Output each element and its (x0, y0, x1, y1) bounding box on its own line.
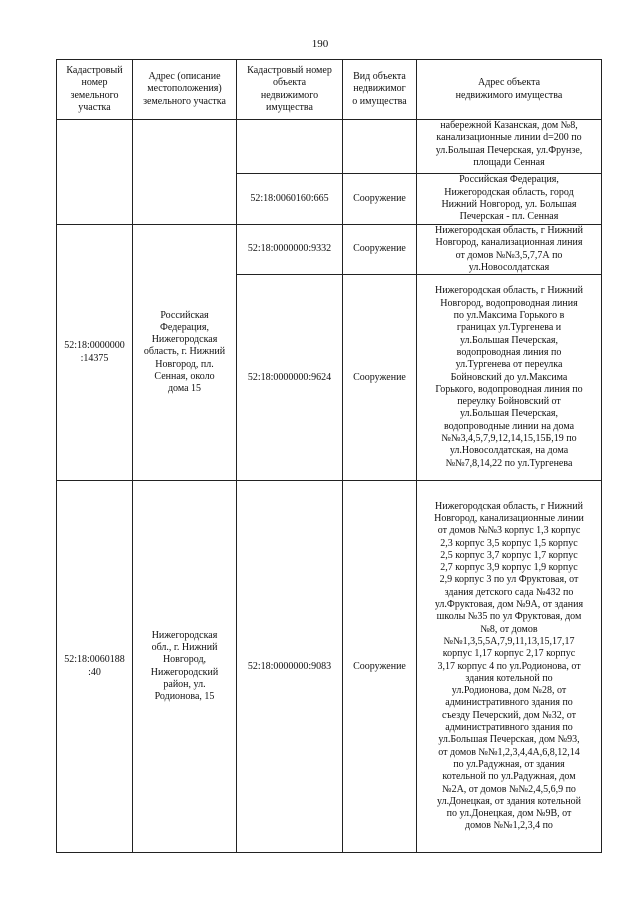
table-header-row (57, 60, 602, 120)
text-line: №8, от домов (480, 623, 538, 635)
text-line: набережной Казанская, дом №8, (440, 120, 578, 131)
text-line: административного здания по (445, 722, 573, 734)
object-type-cell: Сооружение (343, 174, 417, 225)
text-line: ул.Новосолдатская, на дома (449, 445, 569, 457)
object-type-cell (343, 120, 417, 174)
text-line: переулку Бойновский от (457, 396, 561, 408)
text-line: Вид объекта (353, 71, 406, 83)
text-line: по ул.Радужная, от здания (453, 758, 565, 770)
text-line: канализационные линии d=200 по (436, 132, 582, 144)
text-line: корпус 1,17 корпус 2,17 корпус (442, 648, 576, 660)
text-line: границах ул.Тургенева и (456, 322, 562, 334)
text-line: ул.Донецкая, от здания котельной (437, 795, 581, 807)
text-line: недвижимого имущества (455, 89, 563, 101)
text-line: ул.Тургенева от переулка (455, 359, 563, 371)
text-line: Сенная, около (154, 371, 215, 383)
text-line: 2,7 корпус 3,9 корпус 1,9 корпус (440, 562, 578, 574)
text-line: 2,5 корпус 3,7 корпус 1,7 корпус (440, 549, 578, 561)
text-line: ул.Большая Печерская, (459, 408, 558, 420)
text-line: Кадастровый (66, 64, 123, 76)
text-line: район, ул. (163, 678, 206, 690)
text-line: Бойновский до ул.Максима (450, 371, 568, 383)
text-line: область, г. Нижний (143, 346, 226, 358)
text-line: объекта (272, 77, 307, 89)
text-line: Нижний Новгород, ул. Большая (441, 199, 577, 210)
text-line: дома 15 (167, 383, 202, 395)
text-line: недвижимого (260, 89, 319, 101)
text-line: 3,17 корпус 4 по ул.Родионова, от (437, 660, 581, 672)
object-type-cell: Сооружение (343, 225, 417, 275)
text-line: номер (81, 77, 108, 89)
text-line: обл., г. Нижний (151, 642, 218, 654)
table-row (57, 481, 602, 853)
text-line: Кадастровый номер (247, 64, 332, 76)
header-land-number (57, 60, 133, 120)
text-line: от домов №№3,5,7,7А по (455, 249, 563, 261)
text-line: площади Сенная (473, 156, 545, 168)
text-line: :14375 (80, 352, 109, 364)
text-line: Нижегородская (151, 629, 218, 641)
text-line: земельного (70, 89, 119, 101)
text-line: недвижимог (353, 83, 406, 95)
text-line: ул.Новосолдатская (468, 261, 550, 273)
header-land-address (133, 60, 237, 120)
text-line: ул.Родионова, дом №28, от (451, 685, 567, 697)
text-line: Нижегородская (151, 334, 218, 346)
text-line: водопроводная линия по (456, 346, 562, 358)
header-object-address (417, 60, 602, 120)
text-line: 52:18:0000000 (64, 340, 125, 352)
text-line: №№3,4,5,7,9,12,14,15,15Б,19 по (441, 433, 577, 445)
text-line: 52:18:0060188 (64, 654, 125, 666)
text-line: №№1,3,5,5А,7,9,11,13,15,17,17 (443, 635, 575, 647)
text-line: ул.Фруктовая, дом №9А, от здания (434, 599, 584, 611)
land-number-cell (57, 481, 133, 853)
text-line: 2,3 корпус 3,5 корпус 1,5 корпус (440, 537, 578, 549)
text-line: Нижегородский (150, 666, 219, 678)
text-line: участка (78, 101, 111, 113)
cadastral-table (56, 59, 602, 853)
land-number-cell (57, 225, 133, 481)
object-type-cell: Сооружение (343, 275, 417, 481)
text-line: Новгород, канализационная линия (435, 237, 583, 249)
object-address-cell (417, 120, 602, 174)
object-address-cell (417, 481, 602, 853)
text-line: административного здания по (445, 697, 573, 709)
text-line: Адрес (описание (148, 71, 221, 83)
text-line: Нижегородская область, г Нижний (435, 285, 583, 297)
text-line: школы №35 по ул Фруктовая, дом (436, 611, 582, 623)
text-line: имущества (266, 101, 313, 113)
text-line: здания детского сада №432 по (444, 586, 574, 598)
text-line: Нижегородская область, город (444, 186, 574, 198)
text-line: Российская (160, 309, 209, 321)
table-row (57, 225, 602, 275)
text-line: ул.Большая Печерская, (459, 334, 558, 346)
text-line: Новгород, пл. (155, 358, 214, 370)
text-line: Нижегородская область, г Нижний (435, 500, 583, 512)
text-line: Федерация, (160, 321, 209, 333)
object-number-cell: 52:18:0000000:9332 (237, 225, 343, 275)
object-number-cell: 52:18:0000000:9083 (237, 481, 343, 853)
object-number-cell (237, 120, 343, 174)
text-line: Новгород, (162, 654, 207, 666)
land-number-cell (57, 120, 133, 225)
object-number-cell: 52:18:0060160:665 (237, 174, 343, 225)
text-line: Родионова, 15 (154, 691, 215, 703)
header-object-type (343, 60, 417, 120)
text-line: домов №№1,2,3,4 по (465, 820, 553, 832)
text-line: от домов №№3 корпус 1,3 корпус (437, 525, 581, 537)
text-line: от домов №№1,2,3,4,4А,6,8,12,14 (438, 746, 580, 758)
text-line: ул.Большая Печерская, дом №93, (438, 734, 580, 746)
land-address-cell (133, 225, 237, 481)
text-line: ул.Большая Печерская, ул.Фрунзе, (435, 144, 583, 156)
table-row (57, 120, 602, 174)
text-line: здания котельной по (465, 672, 553, 684)
text-line: котельной по ул.Радужная, дом (442, 771, 576, 783)
text-line: Новгород, водопроводная линия (440, 297, 578, 309)
page-number: 190 (311, 38, 329, 50)
header-object-number (237, 60, 343, 120)
object-address-cell (417, 174, 602, 225)
text-line: Новгород, канализационные линии (434, 512, 584, 524)
land-address-cell (133, 120, 237, 225)
object-type-cell: Сооружение (343, 481, 417, 853)
object-number-cell: 52:18:0000000:9624 (237, 275, 343, 481)
text-line: по ул.Донецкая, дом №9В, от (446, 808, 572, 820)
text-line: съезду Печерский, дом №32, от (442, 709, 576, 721)
text-line: Печерская - пл. Сенная (459, 211, 559, 223)
text-line: водопроводные линии на дома (443, 420, 575, 432)
land-address-cell (133, 481, 237, 853)
text-line: №2А, от домов №№2,4,5,6,9 по (442, 783, 576, 795)
text-line: Нижегородская область, г Нижний (435, 225, 583, 236)
text-line: о имущества (352, 95, 407, 107)
text-line: Адрес объекта (477, 77, 541, 89)
text-line: Горького, водопроводная линия по (435, 383, 583, 395)
text-line: Российская Федерация, (459, 174, 559, 186)
text-line: по ул.Максима Горького в (453, 310, 565, 322)
text-line: местоположения) (147, 83, 222, 95)
object-address-cell (417, 275, 602, 481)
object-address-cell (417, 225, 602, 275)
text-line: земельного участка (143, 95, 226, 107)
text-line: №№7,8,14,22 по ул.Тургенева (445, 457, 573, 469)
text-line: 2,9 корпус 3 по ул Фруктовая, от (439, 574, 579, 586)
text-line: :40 (88, 666, 101, 678)
